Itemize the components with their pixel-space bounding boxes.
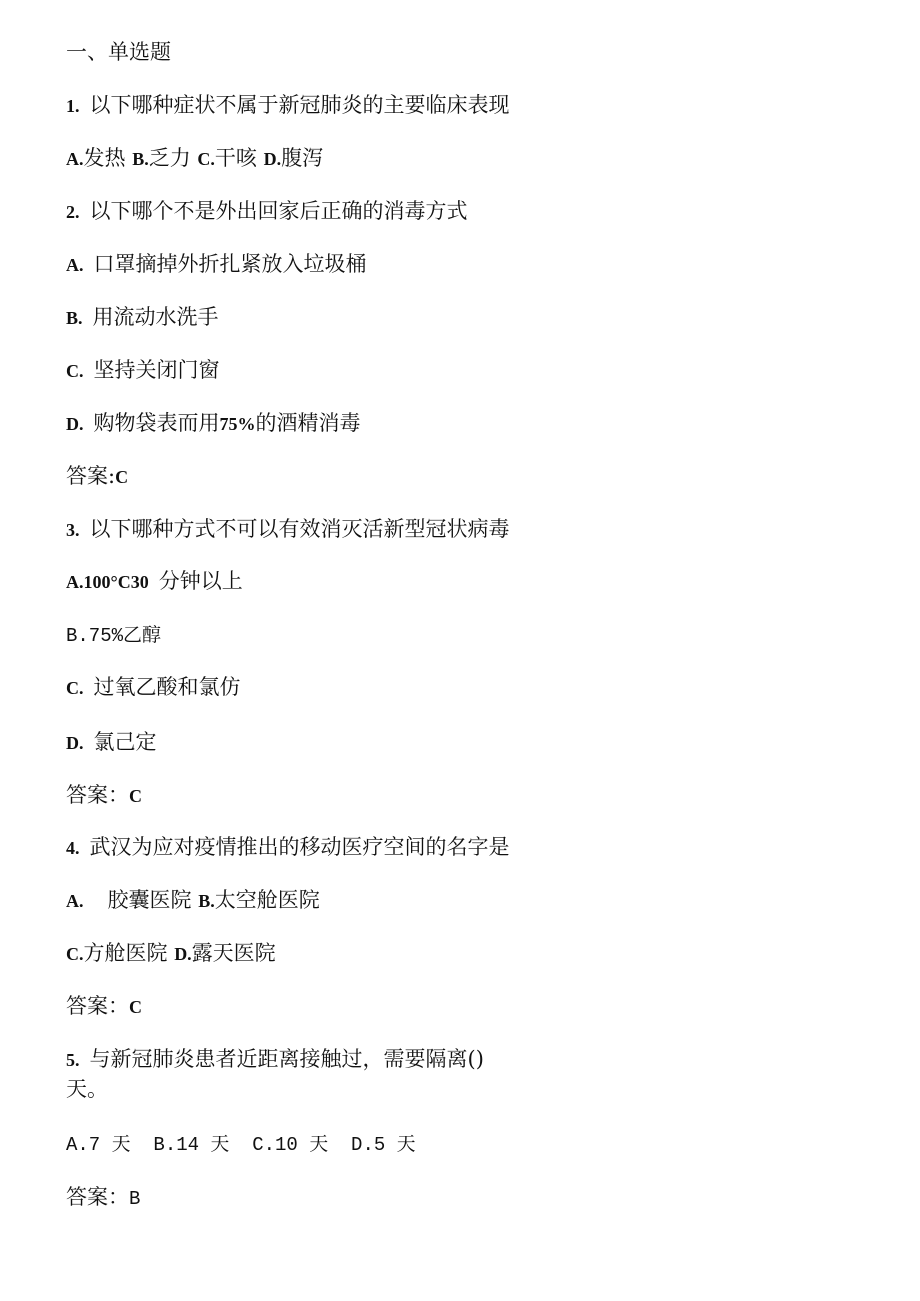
q3-option-c xyxy=(66,673,241,702)
q1-option-b-text: 乏力 xyxy=(148,146,191,170)
q2-option-b-text: 用流动水洗手 xyxy=(92,305,219,329)
question-1-stem xyxy=(66,91,510,120)
q4-option-c-text: 方舱医院 xyxy=(83,941,168,965)
q5-answer xyxy=(66,1183,140,1213)
q4-option-b-label: B. xyxy=(198,891,215,911)
q2-option-c-label: C. xyxy=(66,361,84,381)
q1-option-a-text: 发热 xyxy=(83,146,126,170)
q1-option-c-text: 干咳 xyxy=(214,146,257,170)
question-5-number: 5. xyxy=(66,1050,80,1070)
question-2-stem xyxy=(66,197,468,226)
q2-answer-label: 答案: xyxy=(66,464,116,488)
question-5-stem-text-1: 与新冠肺炎患者近距离接触过，需要隔离() xyxy=(89,1047,484,1071)
question-4-number: 4. xyxy=(66,838,80,858)
q2-option-d-percent: 75% xyxy=(219,414,256,434)
question-1-stem-text: 以下哪种症状不属于新冠肺炎的主要临床表现 xyxy=(89,93,510,117)
question-1-options xyxy=(66,144,323,173)
q4-options-ab xyxy=(66,886,320,915)
q5-options xyxy=(66,1129,416,1159)
q2-option-b xyxy=(66,303,219,332)
q4-option-b-text: 太空舱医院 xyxy=(214,888,320,912)
q3-answer-label: 答案： xyxy=(66,783,129,807)
q3-option-d-text: 氯己定 xyxy=(93,730,157,754)
q2-option-c xyxy=(66,356,220,385)
question-3-stem xyxy=(66,515,510,544)
q4-options-cd xyxy=(66,939,276,968)
q2-answer xyxy=(66,462,128,491)
question-4-stem xyxy=(66,833,510,862)
question-5-stem-continued xyxy=(66,1075,108,1103)
q4-answer xyxy=(66,992,142,1021)
question-1-number: 1. xyxy=(66,96,80,116)
q2-option-d-text-2: 的酒精消毒 xyxy=(255,411,361,435)
q2-answer-value: C xyxy=(115,467,129,487)
q4-option-c-label: C. xyxy=(66,944,84,964)
q2-option-d-text-1: 购物袋表而用 xyxy=(93,411,220,435)
question-2-number: 2. xyxy=(66,202,80,222)
q1-option-b-label: B. xyxy=(132,149,149,169)
q3-answer xyxy=(66,781,142,810)
q3-option-a-label: A.100°C30 xyxy=(66,572,149,592)
question-5-stem xyxy=(66,1045,484,1074)
q2-option-c-text: 坚持关闭门窗 xyxy=(93,358,220,382)
q1-option-a-label: A. xyxy=(66,149,84,169)
q2-option-a-label: A. xyxy=(66,255,84,275)
q3-option-b-text: B.75%乙醇 xyxy=(66,625,162,647)
question-3-stem-text: 以下哪种方式不可以有效消灭活新型冠状病毒 xyxy=(89,517,510,541)
q5-options-text: A.7 天 B.14 天 C.10 天 D.5 天 xyxy=(66,1134,416,1156)
q3-option-a xyxy=(66,567,243,596)
q2-option-b-label: B. xyxy=(66,308,83,328)
q4-option-d-text: 露天医院 xyxy=(191,941,276,965)
q3-option-c-label: C. xyxy=(66,678,84,698)
q2-option-a-text: 口罩摘掉外折扎紧放入垃圾桶 xyxy=(93,252,367,276)
section-title-text: 一、单选题 xyxy=(66,40,171,64)
q3-option-d-label: D. xyxy=(66,733,84,753)
q4-answer-label: 答案： xyxy=(66,994,129,1018)
q1-option-d-text: 腹泻 xyxy=(281,146,324,170)
q2-option-d-label: D. xyxy=(66,414,84,434)
q1-option-c-label: C. xyxy=(197,149,215,169)
q3-option-a-text: 分钟以上 xyxy=(158,569,243,593)
question-2-stem-text: 以下哪个不是外出回家后正确的消毒方式 xyxy=(89,199,468,223)
q5-answer-value: B xyxy=(129,1188,141,1210)
q1-option-d-label: D. xyxy=(263,149,282,169)
q4-option-d-label: D. xyxy=(174,944,192,964)
q4-answer-value: C xyxy=(129,997,142,1017)
section-title xyxy=(66,38,171,66)
q2-option-a xyxy=(66,250,367,279)
q5-answer-label: 答案： xyxy=(66,1185,129,1209)
question-3-number: 3. xyxy=(66,520,80,540)
question-4-stem-text: 武汉为应对疫情推出的移动医疗空间的名字是 xyxy=(89,835,510,859)
q2-option-d xyxy=(66,409,361,438)
q4-option-a-label: A. xyxy=(66,891,84,911)
q4-option-a-text: 胶囊医院 xyxy=(107,888,192,912)
q3-option-c-text: 过氧乙酸和氯仿 xyxy=(93,675,241,699)
q3-option-b xyxy=(66,620,161,650)
q3-answer-value: C xyxy=(129,786,142,806)
question-5-stem-text-2: 天。 xyxy=(66,1077,108,1101)
q3-option-d xyxy=(66,728,157,757)
